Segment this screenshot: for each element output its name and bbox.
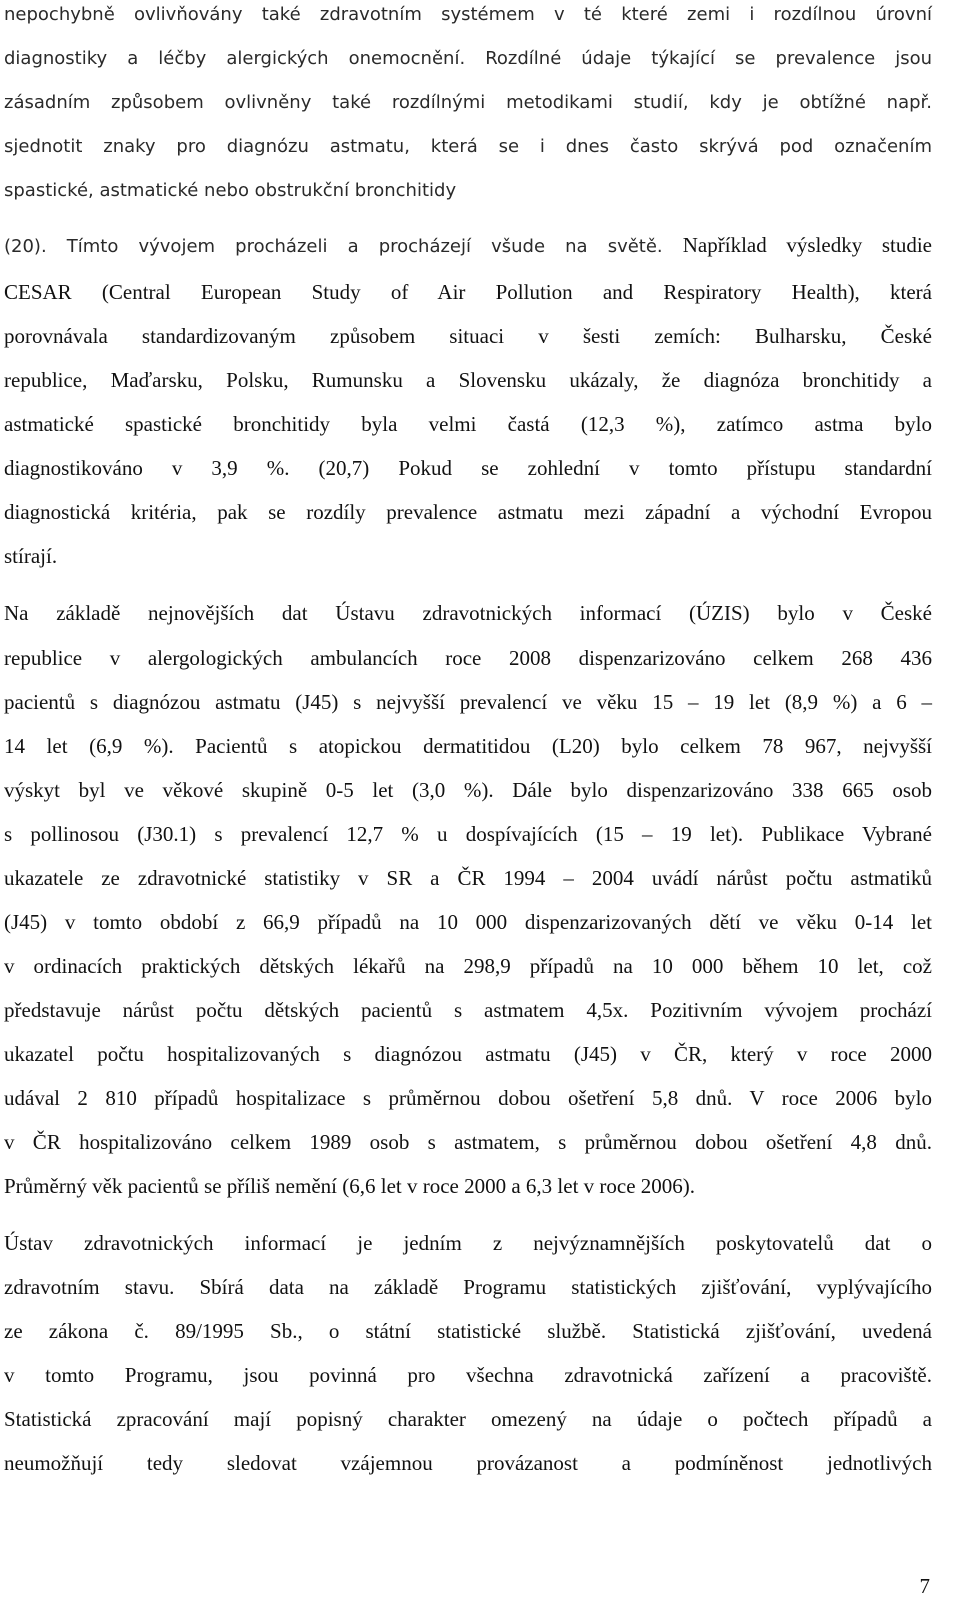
text-line: Statistická zpracování mají popisný charakter omezený na údaje o počtech případů a xyxy=(4,1407,932,1431)
text-line: diagnostiky a léčby alergických onemocnění. Rozdílné údaje týkající se prevalence jsou xyxy=(4,48,932,69)
text-line: republice v alergologických ambulancích roce 2008 dispenzarizováno celkem 268 436 xyxy=(4,646,932,670)
text-line: zásadním způsobem ovlivněny také rozdílnými metodikami studií, kdy je obtížné např. xyxy=(4,92,932,113)
text-line: stírají. xyxy=(4,544,58,568)
text-line: diagnostická kritéria, pak se rozdíly prevalence astmatu mezi západní a východní Evropou xyxy=(4,500,932,524)
text-line: v ČR hospitalizováno celkem 1989 osob s astmatem, s průměrnou dobou ošetření 4,8 dnů. xyxy=(4,1130,932,1154)
text-line: (J45) v tomto období z 66,9 případů na 10 000 dispenzarizovaných dětí ve věku 0-14 let xyxy=(4,910,932,934)
text-line: CESAR (Central European Study of Air Pollution and Respiratory Health), která xyxy=(4,280,932,304)
text-line: diagnostikováno v 3,9 %. (20,7) Pokud se zohlední v tomto přístupu standardní xyxy=(4,456,932,480)
text-line: porovnávala standardizovaným způsobem situaci v šesti zemích: Bulharsku, České xyxy=(4,324,932,348)
text-line: Na základě nejnovějších dat Ústavu zdravotnických informací (ÚZIS) bylo v České xyxy=(4,601,932,625)
text-line: výskyt byl ve věkové skupině 0-5 let (3,0 %). Dále bylo dispenzarizováno 338 665 osob xyxy=(4,778,932,802)
text-line: Průměrný věk pacientů se příliš nemění (6,6 let v roce 2000 a 6,3 let v roce 2006). xyxy=(4,1174,696,1198)
text-line: ukazatel počtu hospitalizovaných s diagnózou astmatu (J45) v ČR, který v roce 2000 xyxy=(4,1042,932,1066)
text-line: sjednotit znaky pro diagnózu astmatu, která se i dnes často skrývá pod označením xyxy=(4,136,932,157)
text-line: v tomto Programu, jsou povinná pro všechna zdravotnická zařízení a pracoviště. xyxy=(4,1363,932,1387)
text-line xyxy=(4,233,932,259)
text-line: neumožňují tedy sledovat vzájemnou provázanost a podmíněnost jednotlivých xyxy=(4,1451,932,1475)
text-line: 14 let (6,9 %). Pacientů s atopickou dermatitidou (L20) bylo celkem 78 967, nejvyšší xyxy=(4,734,932,758)
text-line: ze zákona č. 89/1995 Sb., o státní statistické službě. Statistická zjišťování, uvedená xyxy=(4,1319,932,1343)
text-line: představuje nárůst počtu dětských pacientů s astmatem 4,5x. Pozitivním vývojem prochází xyxy=(4,998,932,1022)
text-segment: (20). Tímto vývojem procházeli a procházejí všude na světě. xyxy=(4,236,683,257)
text-line: nepochybně ovlivňovány také zdravotním systémem v té které zemi i rozdílnou úrovní xyxy=(4,4,932,25)
text-line: v ordinacích praktických dětských lékařů na 298,9 případů na 10 000 během 10 let, což xyxy=(4,954,932,978)
text-line: republice, Maďarsku, Polsku, Rumunsku a Slovensku ukázaly, že diagnóza bronchitidy a xyxy=(4,368,932,392)
text-line: ukazatele ze zdravotnické statistiky v SR a ČR 1994 – 2004 uvádí nárůst počtu astmatiků xyxy=(4,866,932,890)
text-line: astmatické spastické bronchitidy byla velmi častá (12,3 %), zatímco astma bylo xyxy=(4,412,932,436)
text-segment: Například výsledky studie xyxy=(682,233,932,257)
page-number: 7 xyxy=(919,1574,930,1598)
text-line: s pollinosou (J30.1) s prevalencí 12,7 % u dospívajících (15 – 19 let). Publikace Vybrané xyxy=(4,822,932,846)
text-line: zdravotním stavu. Sbírá data na základě Programu statistických zjišťování, vyplývajícího xyxy=(4,1275,932,1299)
text-line: pacientů s diagnózou astmatu (J45) s nejvyšší prevalencí ve věku 15 – 19 let (8,9 %) a 6 – xyxy=(4,690,932,714)
text-line: spastické, astmatické nebo obstrukční bronchitidy xyxy=(4,180,457,201)
text-line: Ústav zdravotnických informací je jedním z nejvýznamnějších poskytovatelů dat o xyxy=(4,1231,932,1255)
text-line: udával 2 810 případů hospitalizace s průměrnou dobou ošetření 5,8 dnů. V roce 2006 bylo xyxy=(4,1086,932,1110)
